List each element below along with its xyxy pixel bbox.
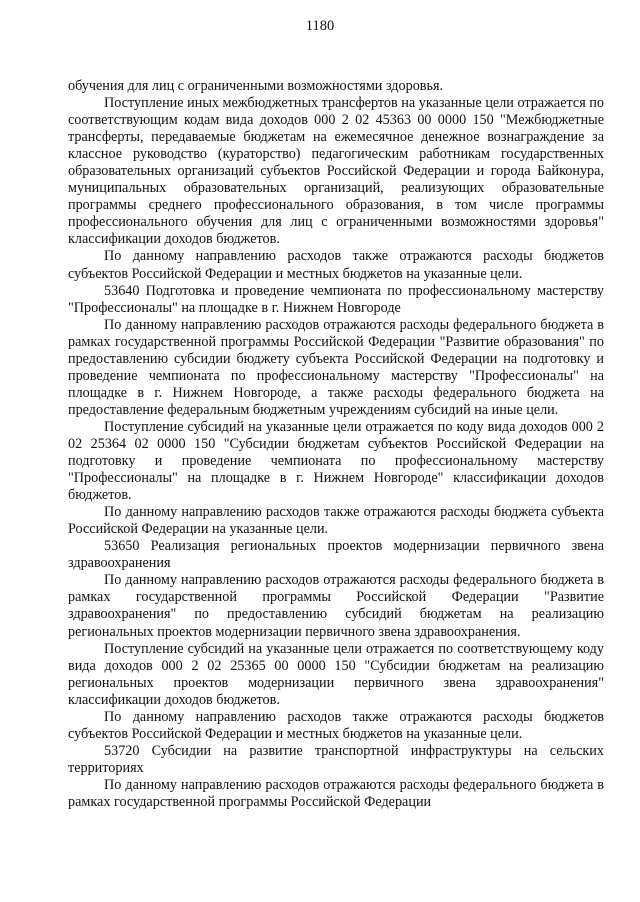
paragraph: Поступление иных межбюджетных трансфертов на указанные цели отражается по соответствующим кодам вида доходов 000 2 02 45363 00 0000 150 "Межбюджетные трансферты, передаваемые бюджетам на ежемесячное денежное вознаграждение за классное руководство (кураторство) педагогическим работникам государственных образовательных организаций субъектов Российской Федерации и города Байконура, муниципальных образовательных организаций, реализующих образовательные программы среднего профессионального образования, в том числе программы профессионального обучения для лиц с ограниченными возможностями здоровья" классификации доходов бюджетов. xyxy=(68,95,604,248)
paragraph: По данному направлению расходов отражаются расходы федерального бюджета в рамках государственной программы Российской Федерации "Развитие здравоохранения" по предоставлению субсидий бюджетам на реализацию региональных проектов модернизации первичного звена здравоохранения. xyxy=(68,572,604,640)
section-heading: 53650 Реализация региональных проектов модернизации первичного звена здравоохранения xyxy=(68,538,604,572)
section-heading: 53640 Подготовка и проведение чемпионата по профессиональному мастерству "Профессионалы" на площадке в г. Нижнем Новгороде xyxy=(68,282,604,316)
document-body xyxy=(68,78,604,811)
page-number: 1180 xyxy=(305,18,335,34)
paragraph: По данному направлению расходов отражаются расходы федерального бюджета в рамках государственной программы Российской Федерации xyxy=(68,776,604,810)
paragraph: По данному направлению расходов также отражаются расходы бюджета субъекта Российской Федерации на указанные цели. xyxy=(68,504,604,538)
paragraph: По данному направлению расходов отражаются расходы федерального бюджета в рамках государственной программы Российской Федерации "Развитие образования" по предоставлению субсидии бюджету субъекта Российской Федерации на подготовку и проведение чемпионата по профессиональному мастерству "Профессионалы" на площадке в г. Нижнем Новгороде, а также расходы федерального бюджета на предоставление федеральным бюджетным учреждениям субсидий на иные цели. xyxy=(68,316,604,418)
paragraph: По данному направлению расходов также отражаются расходы бюджетов субъектов Российской Федерации и местных бюджетов на указанные цели. xyxy=(68,708,604,742)
paragraph: обучения для лиц с ограниченными возможностями здоровья. xyxy=(68,78,444,94)
section-heading: 53720 Субсидии на развитие транспортной инфраструктуры на сельских территориях xyxy=(68,742,604,776)
paragraph: Поступление субсидий на указанные цели отражается по соответствующему коду вида доходов 000 2 02 25365 00 0000 150 "Субсидии бюджетам на реализацию региональных проектов модернизации первичного звена здравоохранения" классификации доходов бюджетов. xyxy=(68,640,604,708)
paragraph: Поступление субсидий на указанные цели отражается по коду вида доходов 000 2 02 25364 02 0000 150 "Субсидии бюджетам субъектов Российской Федерации на подготовку и проведение чемпионата по профессиональному мастерству "Профессионалы" на площадке в г. Нижнем Новгороде" классификации доходов бюджетов. xyxy=(68,418,604,504)
paragraph: По данному направлению расходов также отражаются расходы бюджетов субъектов Российской Федерации и местных бюджетов на указанные цели. xyxy=(68,248,604,282)
